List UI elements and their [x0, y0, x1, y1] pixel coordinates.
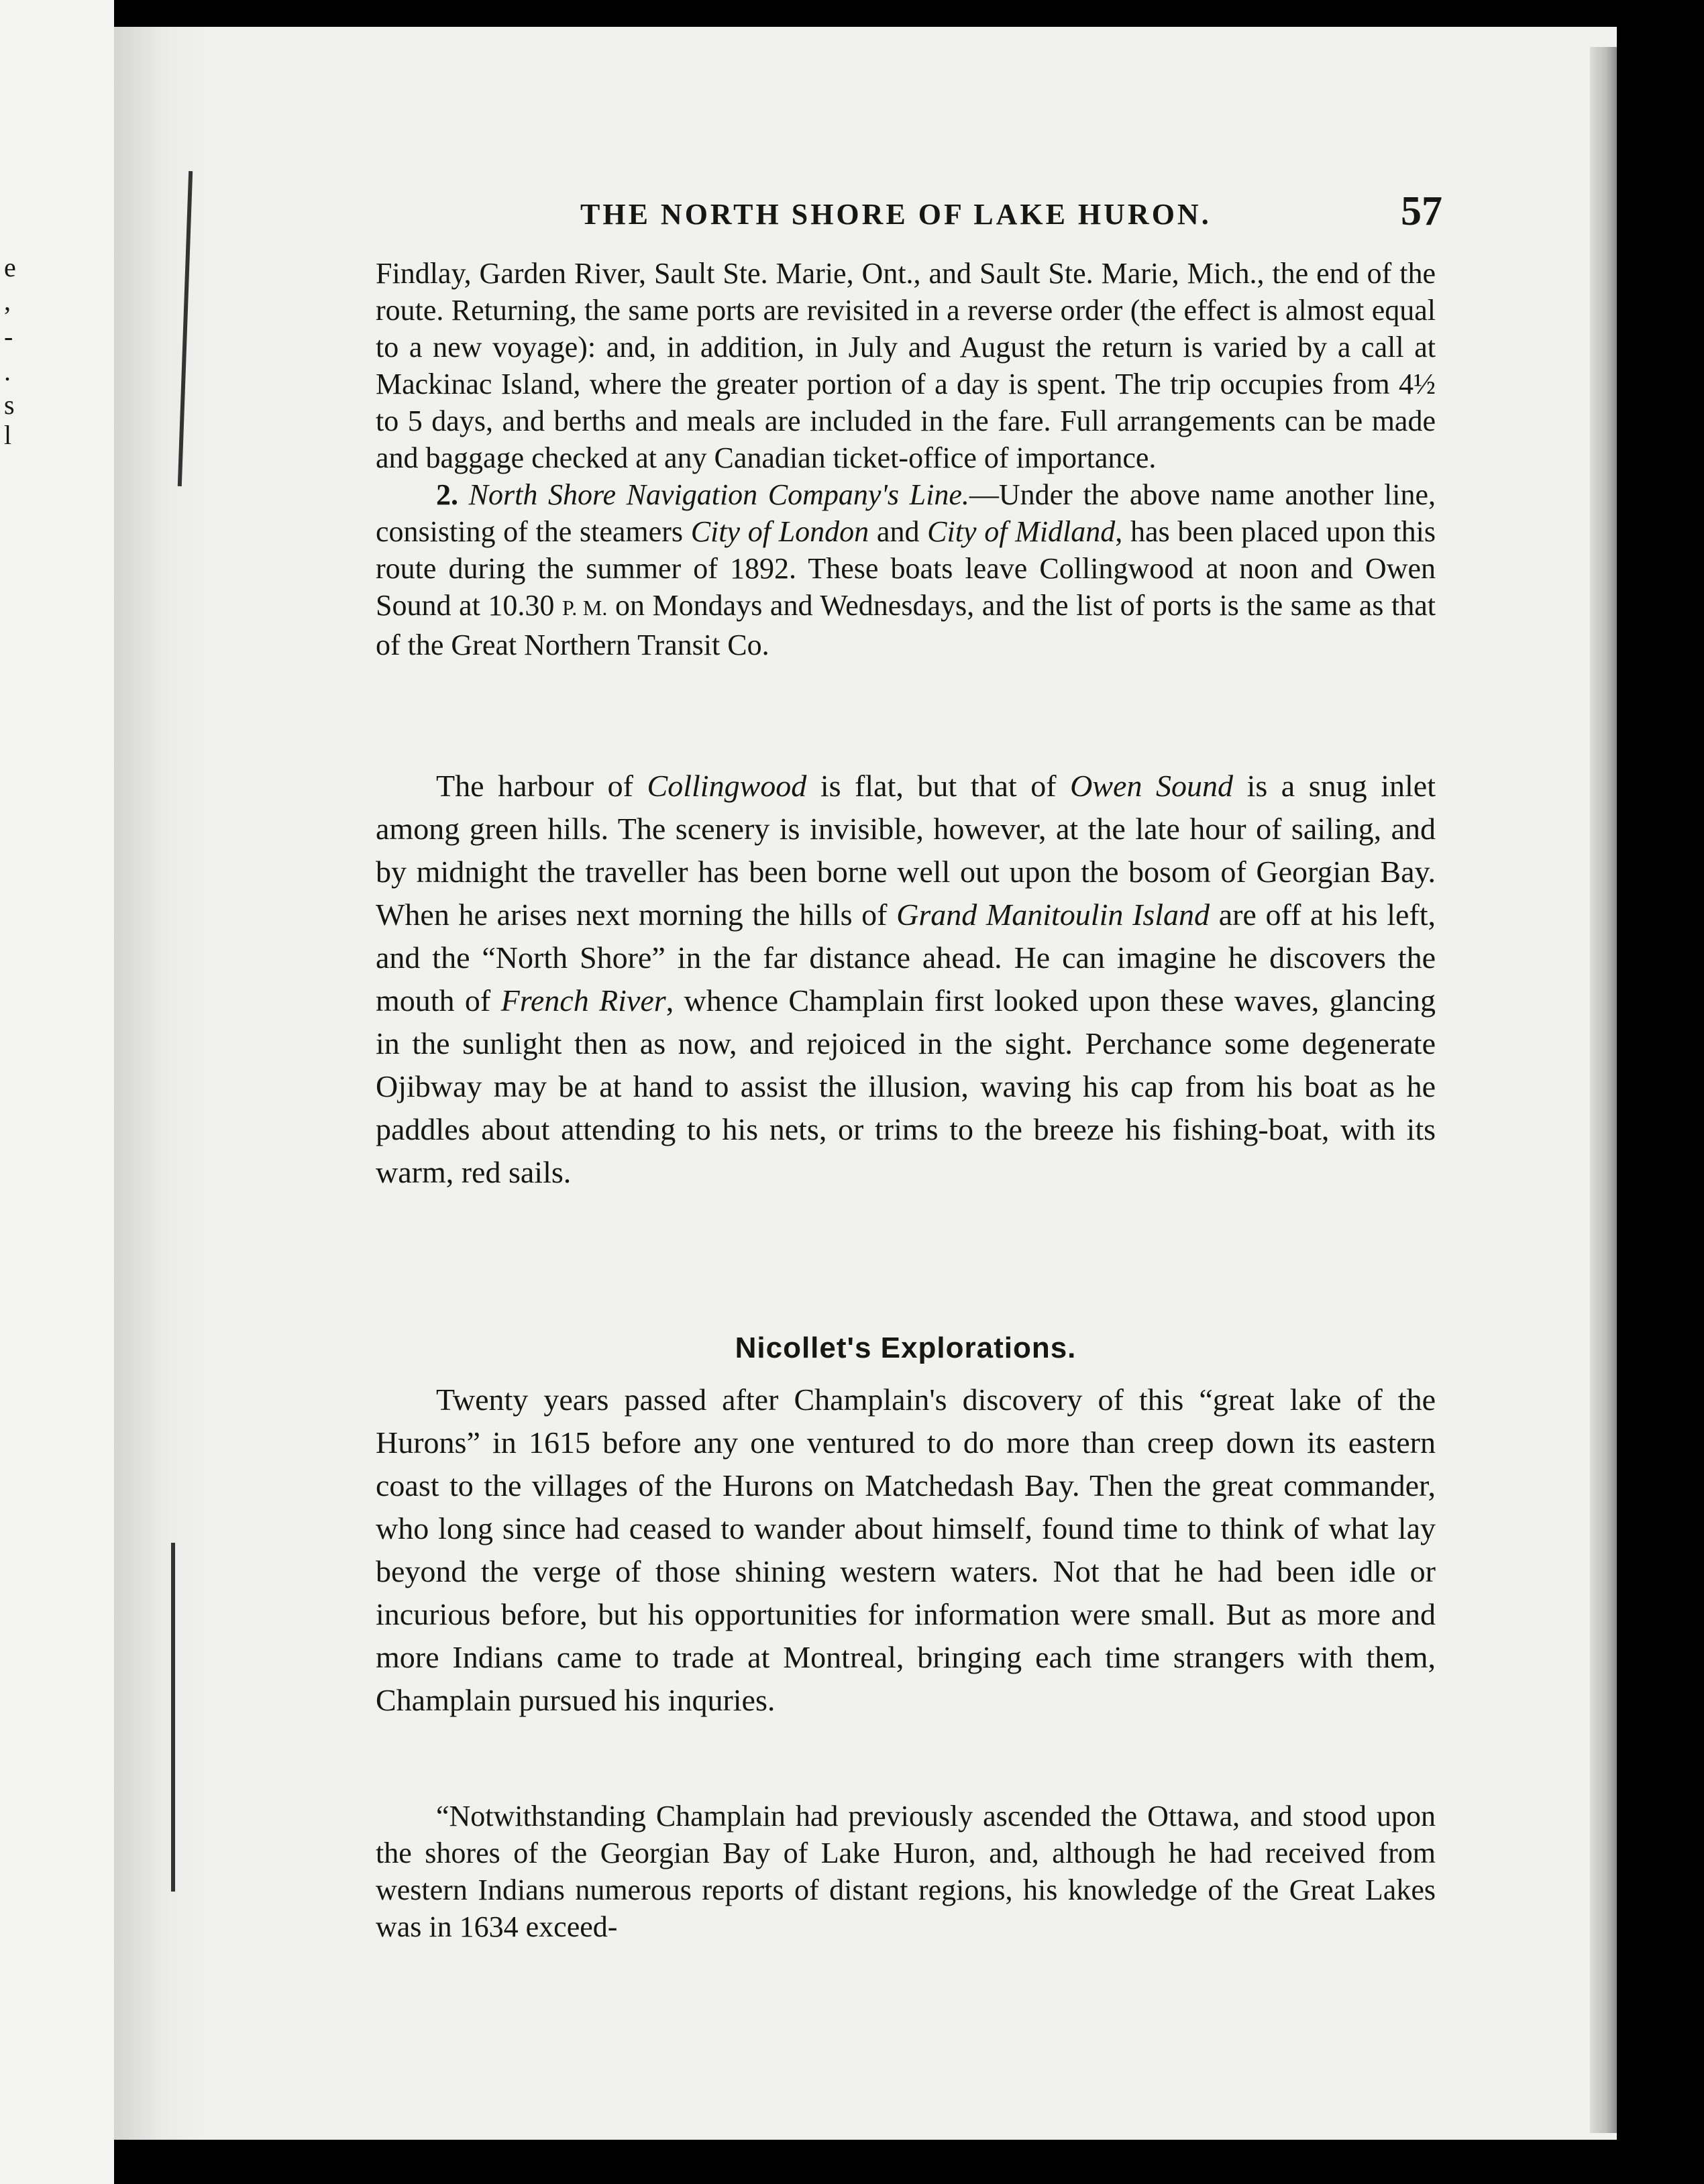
binding-thread	[171, 1543, 175, 1892]
harbour-text-block	[376, 765, 1436, 1194]
route-paragraph: Findlay, Garden River, Sault Ste. Marie, Ont., and Sault Ste. Marie, Mich., the end of the route. Returning, the same ports are revisited in a reverse order (the effect is almost equal to a new voyage): and, in addition, in July and August the return is varied by a call at Mackinac Island, where the greater portion of a day is spent. The trip occupies from 4½ to 5 days, and berths and meals are included in the fare. Full arrangements can be made and baggage checked at any Canadian ticket-office of importance.	[376, 257, 1436, 474]
text-run: are off at his left, and the “North Shore” in the far distance ahead. He can imagine he discovers the mouth of	[376, 897, 1436, 1018]
page-edge-shadow	[1590, 47, 1617, 2133]
margin-glyph: .	[4, 356, 11, 386]
place-name: Grand Manitoulin Island	[896, 897, 1210, 932]
text-run: —Under the above name another line, consisting of the steamers	[376, 478, 1436, 548]
text-run: and	[869, 515, 928, 548]
quotation-text-block	[376, 1798, 1436, 1945]
ship-name: City of London	[690, 515, 869, 548]
quotation-paragraph: “Notwithstanding Champlain had previously ascended the Ottawa, and stood upon the shores of the Georgian Bay of Lake Huron, and, although he had received from western Indians numerous reports of distant regions, his knowledge of the Great Lakes was in 1634 exceed-	[376, 1800, 1436, 1943]
margin-glyph: s	[4, 390, 15, 420]
running-title: THE NORTH SHORE OF LAKE HURON.	[580, 198, 1212, 231]
list-number: 2.	[436, 478, 458, 511]
margin-glyph: -	[4, 321, 13, 351]
section-heading: Nicollet's Explorations.	[735, 1331, 1077, 1364]
page-header	[389, 188, 1442, 241]
ship-name: City of Midland	[927, 515, 1116, 548]
place-name: French River	[500, 983, 666, 1018]
text-run: on Mondays and Wednesdays, and the list of ports is the same as that of the Great Northern Transit Co.	[376, 589, 1436, 661]
place-name: Collingwood	[647, 769, 807, 803]
harbour-paragraph	[376, 765, 1436, 1194]
line-title: North Shore Navigation Company's Line.	[468, 478, 969, 511]
margin-glyph: ,	[4, 286, 11, 316]
north-shore-line-paragraph	[376, 476, 1436, 663]
text-run: , has been placed upon this route during the summer of 1892. These boats leave Collingwood at noon and Owen Sound at 10.30	[376, 515, 1436, 622]
margin-glyph: e	[4, 252, 16, 282]
time-abbrev: P. M.	[562, 596, 608, 620]
binding-gutter	[114, 27, 215, 2140]
explorations-paragraph: Twenty years passed after Champlain's discovery of this “great lake of the Hurons” in 1615 before any one ventured to do more than creep down its eastern coast to the villages of the Hurons on Matchedash Bay. Then the great commander, who long since had ceased to wander about himself, found time to think of what lay beyond the verge of those shining western waters. Not that he had been idle or incurious before, but his opportunities for information were small. But as more and more Indians came to trade at Montreal, bringing each time strangers with them, Champlain pursued his inquries.	[376, 1382, 1436, 1717]
text-run: The harbour of	[436, 769, 647, 803]
place-name: Owen Sound	[1070, 769, 1234, 803]
route-text-block	[376, 255, 1436, 663]
facing-page-edge	[0, 0, 114, 2184]
text-run: , whence Champlain first looked upon these waves, glancing in the sunlight then as now, and rejoiced in the sight. Perchance some degenerate Ojibway may be at hand to assist the illusion, waving his cap from his boat as he paddles about attending to his nets, or trims to the breeze his fishing-boat, with its warm, red sails.	[376, 983, 1436, 1189]
text-run: is a snug inlet among green hills. The scenery is invisible, however, at the late hour of sailing, and by midnight the traveller has been borne well out upon the bosom of Georgian Bay. When he arises next morning the hills of	[376, 769, 1436, 932]
margin-glyph: l	[4, 420, 12, 450]
text-run: is flat, but that of	[806, 769, 1071, 803]
page-number: 57	[1401, 188, 1442, 234]
explorations-text-block	[376, 1378, 1436, 1722]
